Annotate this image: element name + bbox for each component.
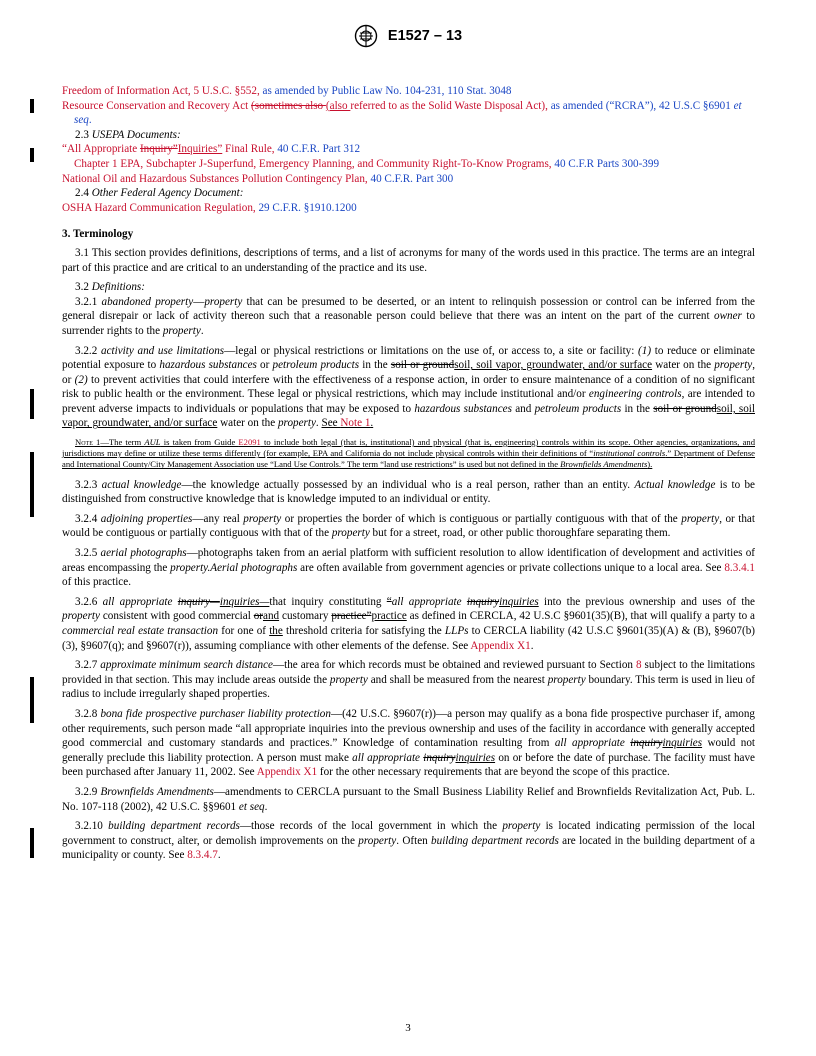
document-id: E1527 – 13 [387, 28, 463, 44]
note-1-link[interactable]: Note 1 [340, 417, 371, 430]
definition-3-2-1: 3.2.1 abandoned property—property that can be presumed to be deserted, or an intent to relinquish possession or control can be inferred from the general disrepair or lack of activity thereon such that a reasonable person could believe that there was an intent on the part of the current owner to surrender rights to the property. [62, 295, 756, 337]
note-1: Note 1—The term AUL is taken from Guide E2091 to include both legal (that is, institutional) and physical (that is, engineering) controls within its scope. Other agencies, organizations, and jurisdictions may define or utilize these terms differently (for example, EPA and California do not include physical controls within their definitions of “institutional controls.” Department of Defense and International County/City Management Association use “Land Use Controls.” The term “land use restrictions” is used but not defined in the Brownfields Amendments). [62, 437, 756, 470]
section-2-4-heading: 2.4 Other Federal Agency Document: [75, 187, 244, 200]
reference-osha: OSHA Hazard Communication Regulation, 29 C.F.R. §1910.1200 [62, 201, 357, 214]
reference-foia: Freedom of Information Act, 5 U.S.C. §552, as amended by Public Law No. 104-231, 110 Stat. 3048 [62, 85, 512, 97]
definition-3-2-6: 3.2.6 all appropriate inquiry—inquiries—that inquiry constituting “all appropriate inquiryinquiries into the previous ownership and uses of the property consistent with good commercial orand customary practice”practice as defined in CERCLA, 42 U.S.C §9601(35)(B), that will qualify a party to a commercial real estate transaction for one of the threshold criteria for satisfying the LLPs to CERCLA liability (42 U.S.C §9601(35)(A) & (B), §9607(b)(3), §9607(q); and §9607(r)), assuming compliance with other elements of the defense. See Appendix X1. [62, 595, 755, 652]
section-3-heading: 3. Terminology [62, 228, 134, 241]
change-bar [30, 452, 34, 517]
reference-ncp: National Oil and Hazardous Substances Pollution Contingency Plan, 40 C.F.R. Part 300 [62, 172, 454, 185]
section-8-link[interactable]: 8 [635, 659, 642, 672]
paragraph-3-1: 3.1 This section provides definitions, descriptions of terms, and a list of acronyms for many of the words used in this practice. The terms are an integral part of this practice and are critical to an understanding of the practice and its use. [62, 246, 755, 274]
appendix-x1-link[interactable]: Appendix X1 [256, 766, 318, 779]
definition-3-2-5: 3.2.5 aerial photographs—photographs taken from an aerial platform with sufficient resolution to allow identification of development and activities of areas encompassing the property.Aerial photographs are often available from government agencies or private collections unique to a local area. See 8.3.4.1 of this practice. [62, 547, 756, 589]
definition-3-2-10: 3.2.10 building department records—those records of the local government in which the property is located indicating permission of the local government to construct, alter, or demolish improvements on the property. Often building department records are located in the building department of a municipality or county. See 8.3.4.7. [62, 820, 756, 862]
page-number: 3 [405, 1022, 411, 1034]
change-bar [30, 828, 34, 858]
definition-3-2-4: 3.2.4 adjoining properties—any real property or properties the border of which is contiguous or partially contiguous with that of the property, or that would be contiguous or partially contiguous with that of the property but for a street, road, or other public thoroughfare separating them. [62, 512, 755, 540]
definition-3-2-9: 3.2.9 Brownfields Amendments—amendments to CERCLA pursuant to the Small Business Liability Relief and Brownfields Revitalization Act, Pub. L. No. 107-118 (2002), 42 U.S.C. §§9601 et seq. [62, 785, 755, 813]
definition-3-2-3: 3.2.3 actual knowledge—the knowledge actually possessed by an individual who is a real person, rather than an entity. Actual knowledge is to be distinguished from constructive knowledge that is knowledge imputed to an individual or entity. [62, 478, 756, 506]
e2091-link[interactable]: E2091 [238, 437, 261, 448]
section-2-3-heading: 2.3 USEPA Documents: [75, 128, 181, 141]
definition-3-2-8: 3.2.8 bona fide prospective purchaser liability protection—(42 U.S.C. §9607(r))—a person may qualify as a bona fide prospective purchaser if, among other requirements, such person made “all appropriate inquiries into the previous ownership and uses of the facility in accordance with generally accepted good commercial and customary standards and practices.” Knowledge of contamination resulting from all appropriate inquiryinquiries would not generally preclude this liability protection. A person must make all appropriate inquiryinquiries on or before the date of purchase. The facility must have been purchased after January 11, 2002. See Appendix X1 for the other necessary requirements that are beyond the scope of this practice. [62, 707, 755, 779]
section-8-3-4-7-link[interactable]: 8.3.4.7 [187, 849, 218, 862]
reference-aai-rule: “All Appropriate Inquiry”Inquiries” Final Rule, 40 C.F.R. Part 312 [62, 143, 361, 156]
section-8-3-4-1-link[interactable]: 8.3.4.1 [724, 561, 755, 574]
document-body [62, 84, 755, 868]
appendix-x1-link[interactable]: Appendix X1 [470, 639, 531, 652]
reference-rcra: Resource Conservation and Recovery Act (sometimes also (also referred to as the Solid Waste Disposal Act), as amended (“RCRA”), 42 U.S.C §6901 et seq. [62, 99, 742, 127]
definition-3-2-2: 3.2.2 activity and use limitations—legal or physical restrictions or limitations on the use of, or access to, a site or facility: (1) to reduce or eliminate potential exposure to hazardous substances or petroleum products in the soil or groundsoil, soil vapor, groundwater, and/or surface water on the property, or (2) to prevent activities that could interfere with the effectiveness of a response action, in order to ensure maintenance of a condition of no significant risk to public health or the environment. These legal or physical restrictions, which may include institutional and/or engineering controls, are intended to prevent adverse impacts to individuals or populations that may be exposed to hazardous substances and petroleum products in the soil or groundsoil, soil vapor, groundwater, and/or surface water on the property. See Note 1. [62, 344, 756, 430]
definition-3-2-7: 3.2.7 approximate minimum search distance—the area for which records must be obtained and reviewed pursuant to Section 8 subject to the limitations provided in that section. This may include areas outside the property and shall be measured from the nearest property boundary. This term is used in lieu of radius to include irregularly shaped properties. [62, 659, 755, 701]
change-bar [30, 148, 34, 162]
paragraph-3-2: 3.2 Definitions: [75, 281, 145, 294]
page-header [0, 24, 816, 48]
change-bar [30, 677, 34, 723]
change-bar [30, 389, 34, 419]
reference-chapter1: Chapter 1 EPA, Subchapter J-Superfund, Emergency Planning, and Community Right-To-Know Programs, 40 C.F.R Parts 300-399 [74, 157, 660, 170]
astm-logo-icon [354, 24, 378, 48]
change-bar [30, 99, 34, 113]
